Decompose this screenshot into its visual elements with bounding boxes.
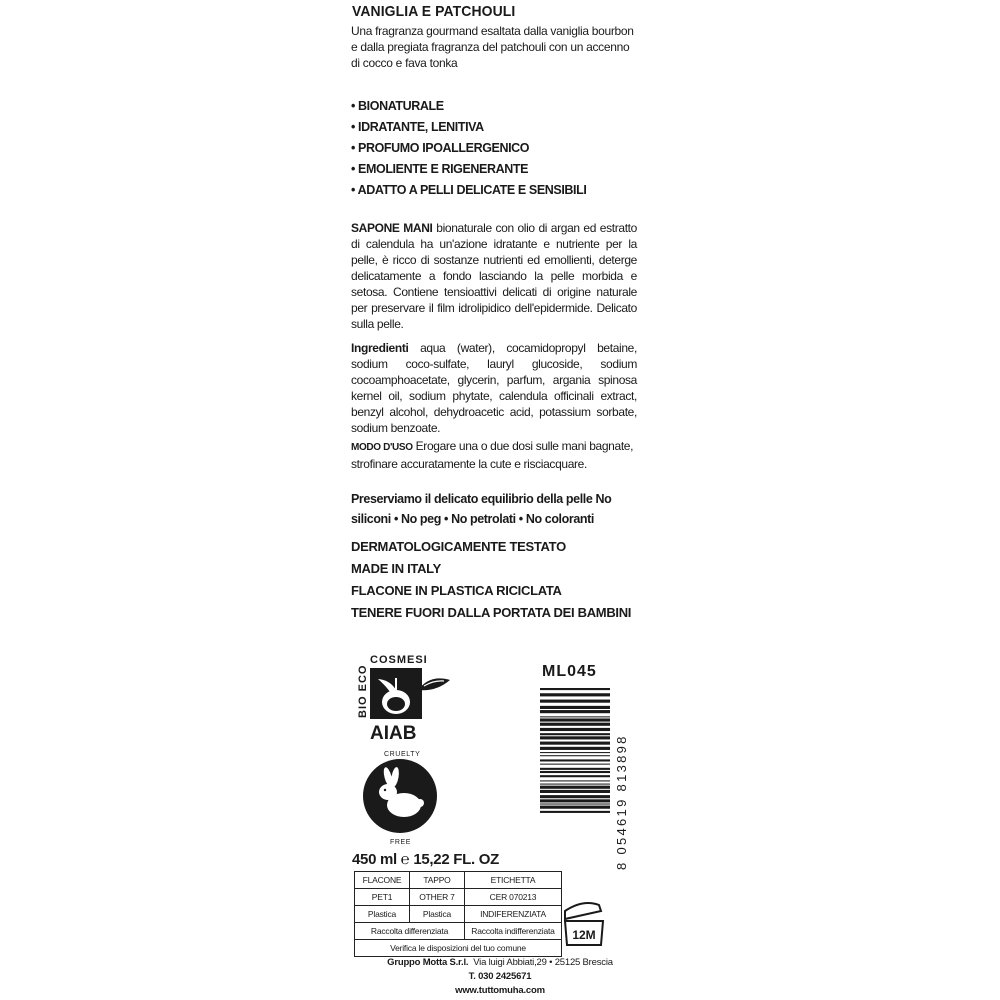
benefit-item: • BIONATURALE (351, 99, 444, 113)
barcode-bar (540, 752, 610, 753)
benefit-item: • PROFUMO IPOALLERGENICO (351, 141, 530, 155)
barcode-number: 8 054619 813898 (614, 734, 629, 870)
ingredients-lead: Ingredienti (351, 341, 409, 355)
product-code: ML045 (542, 663, 597, 680)
table-row (355, 940, 562, 957)
company-info (352, 956, 648, 998)
claim-item: FLACONE IN PLASTICA RICICLATA (351, 583, 562, 598)
product-title: VANIGLIA E PATCHOULI (352, 3, 516, 20)
benefit-item: • ADATTO A PELLI DELICATE E SENSIBILI (351, 183, 587, 197)
table-cell: Plastica (355, 906, 410, 923)
barcode-bar (540, 716, 610, 717)
table-header-cell: FLACONE (355, 872, 410, 889)
product-intro: Una fragranza gourmand esaltata dalla vaniglia bourbon e dalla pregiata fragranza del patchouli con un accenno di cocco e fava tonka (351, 24, 634, 70)
preserve-statement: Preserviamo il delicato equilibrio della pelle No siliconi • No peg • No petrolati • No coloranti (351, 492, 612, 526)
barcode-bar (540, 759, 610, 761)
company-name: Gruppo Motta S.r.l. (387, 957, 469, 968)
cruelty-top-text: CRUELTY (384, 751, 421, 758)
description-paragraph (351, 220, 637, 332)
table-row (355, 923, 562, 940)
barcode-bar (540, 790, 610, 793)
barcode-bar (540, 795, 610, 798)
claim-item: TENERE FUORI DALLA PORTATA DEI BAMBINI (351, 605, 632, 620)
table-cell: CER 070213 (465, 889, 562, 906)
barcode-bar (540, 710, 610, 713)
barcode-bar (540, 806, 610, 809)
table-cell: Raccolta indifferenziata (465, 923, 562, 940)
barcode-bar (540, 784, 610, 785)
usage-text: Erogare una o due dosi sulle mani bagnate, strofinare accuratamente la cute e risciacquare. (351, 439, 634, 471)
barcode-bar (540, 733, 610, 735)
benefit-item: • EMOLIENTE E RIGENERANTE (351, 162, 529, 176)
company-phone: T. 030 2425671 (468, 971, 532, 982)
company-address: Via luigi Abbiati,29 • 25125 Brescia (473, 957, 613, 968)
table-row (355, 906, 562, 923)
table-row (355, 872, 562, 889)
volume-label: 450 ml ℮ 15,22 FL. OZ (352, 851, 499, 868)
ingredients-text: aqua (water), cocamidopropyl betaine, sodium coco-sulfate, lauryl glucoside, sodium cocoamphoacetate, glycerin, parfum, argania spinosa kernel oil, sodium phytate, calendula officinali extract, benzyl alcohol, dehydroacetic acid, potassium sorbate, sodium benzoate. (351, 341, 637, 435)
claims-list (351, 536, 631, 624)
aiab-name-text: AIAB (370, 723, 417, 744)
table-row (355, 889, 562, 906)
barcode-bar (540, 775, 610, 777)
claim-item: DERMATOLOGICAMENTE TESTATO (351, 539, 566, 554)
barcode-bar (540, 771, 610, 773)
aiab-bio-eco-logo (356, 652, 456, 744)
barcode-bar (540, 723, 610, 726)
benefit-list (351, 96, 586, 201)
barcode-bar (540, 811, 610, 813)
table-cell: Plastica (410, 906, 465, 923)
aiab-top-text: COSMESI (370, 654, 428, 666)
usage-paragraph (351, 438, 637, 472)
barcode-bar (540, 742, 610, 745)
barcode-bar (540, 780, 610, 781)
table-cell: Raccolta differenziata (355, 923, 465, 940)
aiab-side-text: BIO ECO (357, 664, 369, 718)
barcode-bar (540, 786, 610, 789)
company-web: www.tuttomuha.com (455, 985, 545, 996)
barcode-bar (540, 700, 610, 703)
description-text: bionaturale con olio di argan ed estratto di calendula ha un'azione idratante e nutriente per la pelle, è ricco di sostanze nutrienti ed emollienti, deterge delicatamente a fondo lasciando la pelle morbida e setosa. Contiene tensioattivi delicati di origine naturale per preservare il film idrolipidico dell'epidermide. Delicato sulla pelle. (351, 221, 637, 331)
barcode-bar (540, 755, 610, 756)
barcode-bar (540, 747, 610, 750)
claim-item: MADE IN ITALY (351, 561, 441, 576)
table-cell: OTHER 7 (410, 889, 465, 906)
open-jar-icon (561, 897, 607, 949)
barcode-bar (540, 688, 610, 690)
barcode-bar (540, 736, 610, 739)
barcode-bar (540, 728, 610, 731)
barcode-bar (540, 718, 610, 721)
usage-lead: MODO D'USO (351, 442, 413, 453)
table-header-cell: TAPPO (410, 872, 465, 889)
barcode-bar (540, 693, 610, 696)
table-cell: Verifica le disposizioni del tuo comune (355, 940, 562, 957)
cruelty-free-logo (352, 747, 452, 847)
barcode-bar (540, 706, 610, 709)
table-cell: INDIFERENZIATA (465, 906, 562, 923)
pao-text: 12M (572, 928, 596, 942)
benefit-item: • IDRATANTE, LENITIVA (351, 120, 484, 134)
barcode (540, 688, 610, 856)
barcode-bar (540, 804, 610, 805)
company-line (352, 956, 648, 970)
description-lead: SAPONE MANI (351, 221, 433, 235)
barcode-bar (540, 799, 610, 802)
recycling-table (354, 871, 562, 957)
ingredients-paragraph (351, 340, 637, 436)
table-cell: PET1 (355, 889, 410, 906)
table-header-cell: ETICHETTA (465, 872, 562, 889)
barcode-bar (540, 768, 610, 770)
cruelty-bottom-text: FREE (390, 839, 412, 846)
barcode-bar (540, 764, 610, 765)
